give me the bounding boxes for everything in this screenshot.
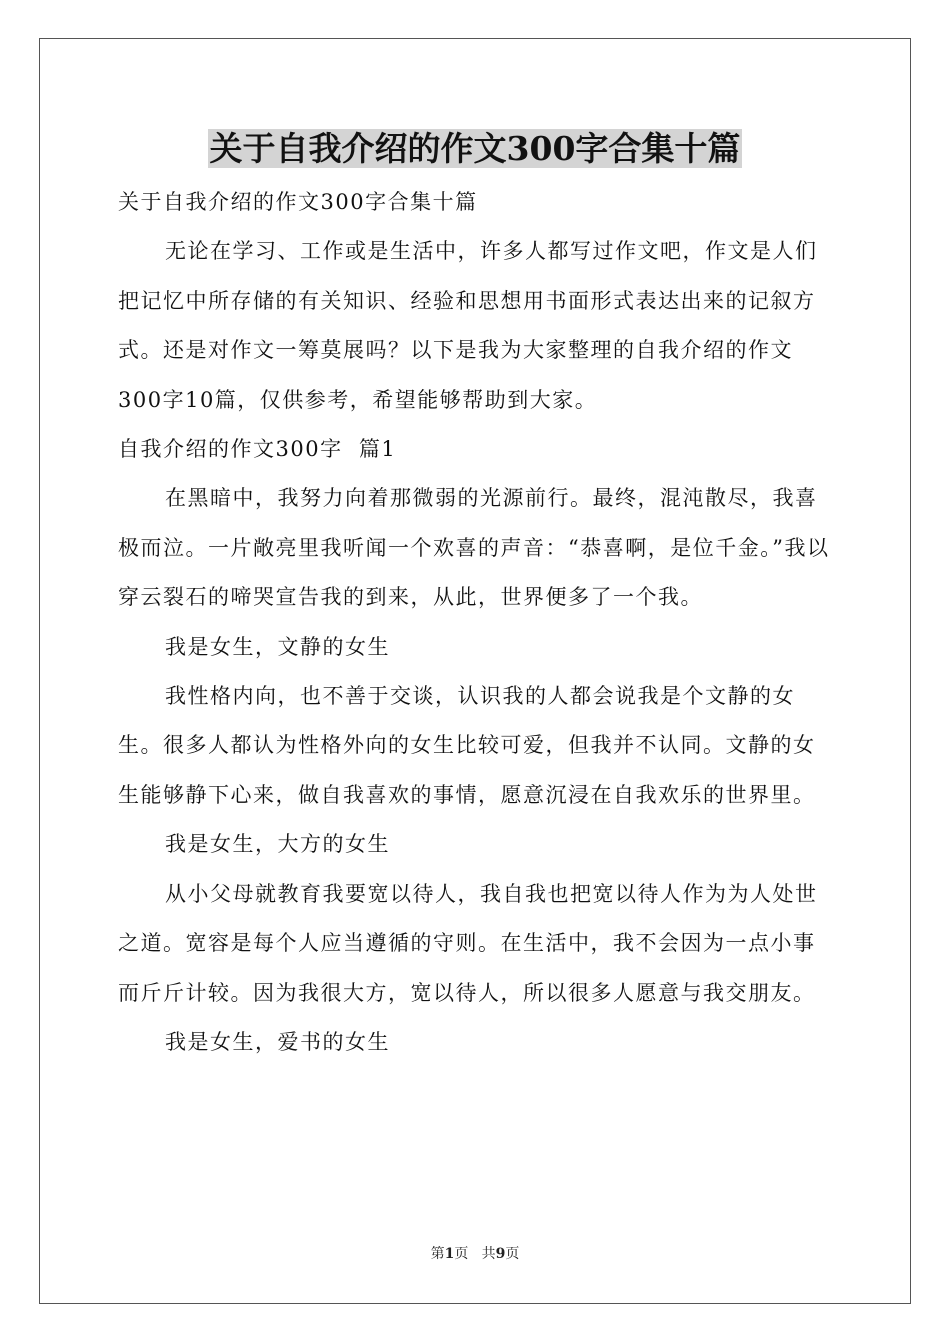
footer-page-prefix: 第 [430,1246,445,1262]
paragraph-intro: 无论在学习、工作或是生活中，许多人都写过作文吧，作文是人们把记忆中所存储的有关知识、经验和思想用书面形式表达出来的记叙方式。还是对作文一筹莫展吗？以下是我为大家整理的自我介绍的作文300字10篇，仅供参考，希望能够帮助到大家。 [118,239,818,412]
paragraph: 在黑暗中，我努力向着那微弱的光源前行。最终，混沌散尽，我喜极而泣。一片敞亮里我听闻一个欢喜的声音：“恭喜啊，是位千金。”我以穿云裂石的啼哭宣告我的到来，从此，世界便多了一个我。 [118,486,830,610]
document-title-text: 关于自我介绍的作文300字合集十篇 [209,129,741,168]
page-footer [0,1244,950,1264]
footer-page-current: 1 [444,1246,455,1262]
paragraph-subheading: 我是女生，大方的女生 [165,832,390,857]
paragraph: 从小父母就教育我要宽以待人，我自我也把宽以待人作为为人处世之道。宽容是每个人应当遵循的守则。在生活中，我不会因为一点小事而斤斤计较。因为我很大方，宽以待人，所以很多人愿意与我交朋友。 [118,881,818,1005]
footer-page-total: 9 [495,1246,506,1262]
paragraph: 我性格内向，也不善于交谈，认识我的人都会说我是个文静的女生。很多人都认为性格外向的女生比较可爱，但我并不认同。文静的女生能够静下心来，做自我喜欢的事情，愿意沉浸在自我欢乐的世界里。 [118,684,816,807]
footer-page-label: 页 [454,1246,469,1262]
footer-total-label: 页 [505,1246,520,1262]
paragraph-subheading: 我是女生，文静的女生 [165,634,390,659]
paragraph-subtitle: 关于自我介绍的作文300字合集十篇 [118,190,478,214]
paragraph-subheading: 我是女生，爱书的女生 [165,1029,390,1054]
footer-total-prefix: 共 [481,1246,496,1262]
document-title [0,126,950,172]
document-body [118,178,834,1067]
section-heading: 自我介绍的作文300字 篇1 [118,437,397,462]
